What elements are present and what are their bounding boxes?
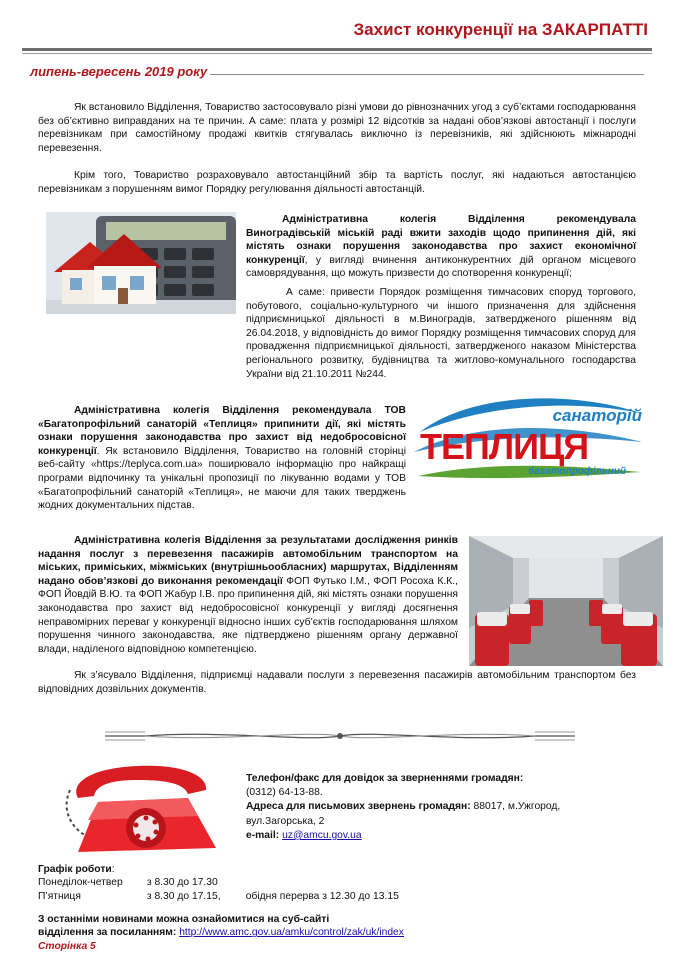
- section-carriers-conclusion: [38, 669, 636, 696]
- page-title: Захист конкуренції на ЗАКАРПАТТІ: [353, 20, 648, 39]
- paragraph: [38, 534, 458, 656]
- page-number: Сторінка 5: [38, 941, 96, 952]
- telephone-icon: [48, 760, 228, 860]
- paragraph-bold: Адміністративна колегія Відділення за результатами дослідження ринків надання послуг з перевезення пасажирів автомобільним транспортом на міських, приміських, міжміських (внутрішньообласних) маршрутах, Відділенням надано обов’язкові до виконання рекомендації: [38, 535, 458, 587]
- address-value: 88017, м.Ужгород, вул.Загорська, 2: [246, 801, 561, 827]
- section-vynohradiv-first: [246, 213, 636, 281]
- phone-label: Телефон/факс для довідок за зверненнями громадян:: [246, 773, 524, 784]
- paragraph: А саме: привести Порядок розміщення тимчасових споруд торгового, побутового, соціально-культурного чи іншого призначення для здійснення підприємницької діяльності в м.Виноградів, затвердженого рішенням від 26.04.2018, у відповідність до вимог Порядку розміщення тимчасових споруд для провадження підприємницької діяльності, затвердженого наказом Міністерства регіонального розвитку, будівництва та житлово-комунального господарства України від 21.10.2011 №244.: [246, 287, 636, 380]
- telephone-image: [48, 760, 228, 860]
- subsite-link[interactable]: http://www.amc.gov.ua/amku/control/zak/uk/index: [179, 927, 404, 939]
- bus-interior-illustration: [469, 536, 663, 666]
- paragraph: [38, 404, 406, 513]
- paragraph: Крім того, Товариство розраховувало автостанційний збір та вартість послуг, які надаються автостанцією перевізникам з порушенням вимог Порядку регулювання діяльності автостанцій.: [38, 170, 636, 195]
- paragraph-rest: . Як встановило Відділення, Товариство на головній сторінці веб-сайту «https://teplyca.com.ua» поширювало інформацію про найкращі програми відпочинку та унікальні пропозиції по лікуванню водами у ТОВ «Багатопрофільний санаторій «Теплиця», не маючи для таких тверджень жодних документальних підстав.: [38, 445, 406, 512]
- contact-block: [246, 772, 626, 843]
- paragraph-bold: Адміністративна колегія Відділення рекомендувала Виноградівській міській раді вжити заходів щодо припинення дій, які містять ознаки порушення законодавства про захист економічної конкуренції: [246, 214, 636, 266]
- decorative-separator: [105, 726, 575, 746]
- paragraph-rest: , у вигляді вчинення антиконкурентних дій органом місцевого самоврядування, що можуть призвести до спотворення конкуренції;: [246, 254, 636, 280]
- separator-ornament: [105, 726, 575, 746]
- work-schedule: [38, 863, 399, 903]
- header-rule: [22, 48, 652, 51]
- footer-subsite: [38, 913, 404, 940]
- address-label: Адреса для письмових звернень громадян:: [246, 801, 471, 813]
- bus-interior-image: [469, 536, 663, 666]
- paragraph: Як з’ясувало Відділення, підприємці надавали послуги з перевезення пасажирів автомобільним транспортом без відповідних дозвільних документів.: [38, 670, 636, 695]
- schedule-days: П’ятниця: [38, 890, 81, 902]
- logo-main-text: ТЕПЛИЦЯ: [420, 426, 589, 467]
- paragraph-rest: ФОП Футько І.М., ФОП Росоха К.К., ФОП Йовдій В.Ю. та ФОП Жабур І.В. про припинення дій, які містять ознаки порушення законодавства про захист від недобросовісної конкуренції у вигляді досягнення неправомірних переваг у конкуренції відносно інших суб’єктів господарювання шляхом порушення чинного законодавства, яке підтверджено рішенням органу державної влади, наділеного відповідною компетенцією.: [38, 575, 458, 655]
- logo-sub-text: багатопрофільний: [528, 466, 626, 477]
- teplytsia-logo: [412, 392, 648, 488]
- footer-line: відділення за посиланням:: [38, 927, 177, 939]
- email-link[interactable]: uz@amcu.gov.ua: [282, 829, 362, 841]
- period-rule: [210, 74, 644, 75]
- schedule-break: обідня перерва з 12.30 до 13.15: [245, 890, 399, 902]
- schedule-title: Графік роботи: [38, 864, 112, 875]
- section-vynohradiv-second: [38, 286, 636, 381]
- paragraph: [246, 213, 636, 281]
- footer-line: З останніми новинами можна ознайомитися на суб-сайті: [38, 914, 330, 925]
- schedule-title-colon: :: [111, 864, 115, 875]
- phone-number: (0312) 64-13-88.: [246, 787, 323, 799]
- email-label: e-mail:: [246, 829, 280, 841]
- paragraph: Як встановило Відділення, Товариство застосовувало різні умови до рівнозначних угод з суб’єктами господарювання без об’єктивно виправданих на те причин. А саме: плата у розмірі 12 відсотків за надані обов’язкові автостанції і послуги перевізникам при самостійному продажі квитків стягувалась виключно із перевізників, які здійснюють міжнародні перевезення.: [38, 102, 636, 154]
- issue-period: липень-вересень 2019 року: [30, 64, 208, 79]
- schedule-days: Понеділок-четвер: [38, 877, 123, 889]
- paragraph-bold: Адміністративна колегія Відділення рекомендувала ТОВ «Багатопрофільний санаторій «Теплиця» припинити дії, які містять ознаки порушення законодавства про захист від недобросовісної конкуренції: [38, 405, 406, 457]
- header-rule-thin: [22, 53, 652, 54]
- schedule-hours: з 8.30 до 17.15,: [146, 890, 221, 902]
- section-teplytsia: [38, 404, 406, 513]
- logo-top-text: санаторій: [552, 406, 642, 425]
- section-bus-station: [38, 101, 636, 197]
- schedule-hours: з 8.30 до 17.30: [146, 877, 218, 889]
- section-carriers: [38, 534, 458, 656]
